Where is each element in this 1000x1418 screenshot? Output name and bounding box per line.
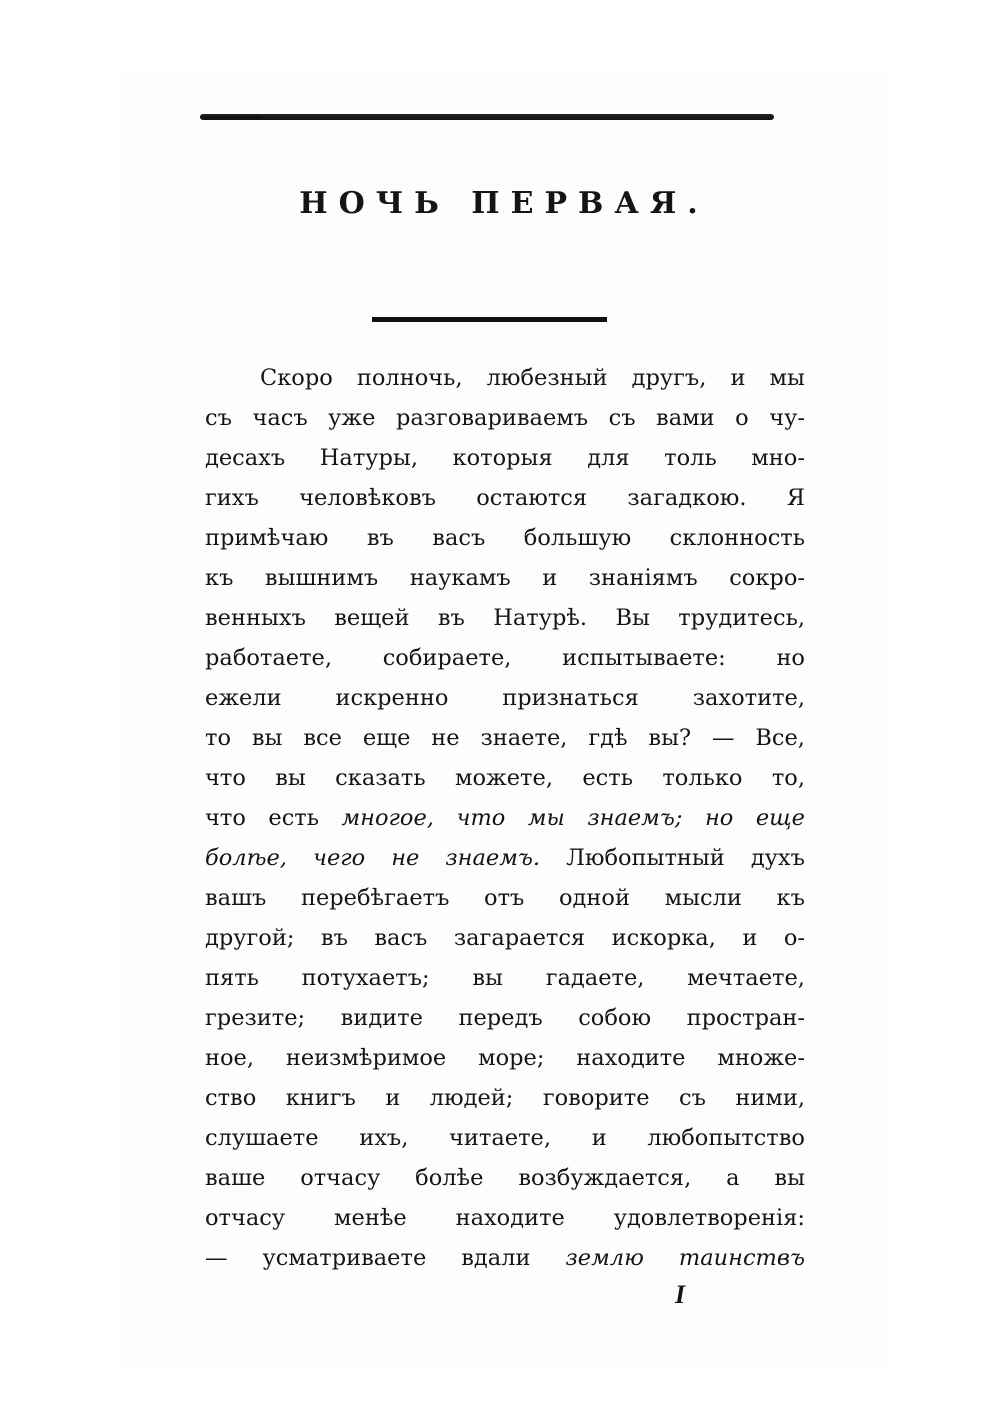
italic-text: еще: [755, 805, 805, 831]
text-line: что есть многое, что мы знаемъ; но еще: [205, 798, 805, 838]
text-line: ваше отчасу болѣе возбуждается, а вы: [205, 1165, 805, 1191]
text-line: десахъ Натуры, которыя для толь мно-: [205, 445, 805, 471]
text-line: къ вышнимъ наукамъ и знаніямъ сокро-: [205, 565, 805, 591]
italic-text: многое,: [341, 805, 434, 831]
text-line: болѣе, чего не знаемъ. Любопытный духъ: [205, 838, 805, 878]
text-line: то вы все еще не знаете, гдѣ вы? — Все,: [205, 725, 805, 751]
italic-text: знаемъ;: [587, 805, 683, 831]
header-rule: [200, 114, 774, 120]
text-line: работаете, собираете, испытываете: но: [205, 645, 805, 671]
text-line: другой; въ васъ загарается искорка, и о-: [205, 925, 805, 951]
text-line: — усматриваете вдали землю таинствъ: [205, 1238, 805, 1278]
text-line: гихъ человѣковъ остаются загадкою. Я: [205, 485, 805, 511]
text-line: ство книгъ и людей; говорите съ ними,: [205, 1085, 805, 1111]
page-number: I: [675, 1280, 686, 1309]
italic-text: чего: [312, 845, 366, 871]
italic-text: но: [704, 805, 734, 831]
title-divider: [372, 317, 607, 322]
italic-text: не: [391, 845, 420, 871]
italic-text: таинствъ: [678, 1245, 805, 1271]
text-line: слушаете ихъ, читаете, и любопытство: [205, 1125, 805, 1151]
text-line: ежели искренно признаться захотите,: [205, 685, 805, 711]
text-line: Скоро полночь, любезный другъ, и мы: [260, 365, 805, 391]
italic-text: знаемъ.: [445, 845, 541, 871]
text-line: вашъ перебѣгаетъ отъ одной мысли къ: [205, 885, 805, 911]
chapter-title: НОЧЬ ПЕРВАЯ.: [299, 186, 709, 221]
text-line: ное, неизмѣримое море; находите множе-: [205, 1045, 805, 1071]
italic-text: мы: [527, 805, 565, 831]
text-line: венныхъ вещей въ Натурѣ. Вы трудитесь,: [205, 605, 805, 631]
text-line: что вы сказать можете, есть только то,: [205, 765, 805, 791]
italic-text: болѣе,: [205, 845, 287, 871]
italic-text: землю: [565, 1245, 644, 1271]
text-line: грезите; видите передъ собою простран-: [205, 1005, 805, 1031]
text-line: пять потухаетъ; вы гадаете, мечтаете,: [205, 965, 805, 991]
text-line: примѣчаю въ васъ большую склонность: [205, 525, 805, 551]
italic-text: что: [456, 805, 506, 831]
text-line: отчасу менѣе находите удовлетворенія:: [205, 1205, 805, 1231]
body-text: [205, 358, 805, 1278]
text-line: съ часъ уже разговариваемъ съ вами о чу-: [205, 405, 805, 431]
